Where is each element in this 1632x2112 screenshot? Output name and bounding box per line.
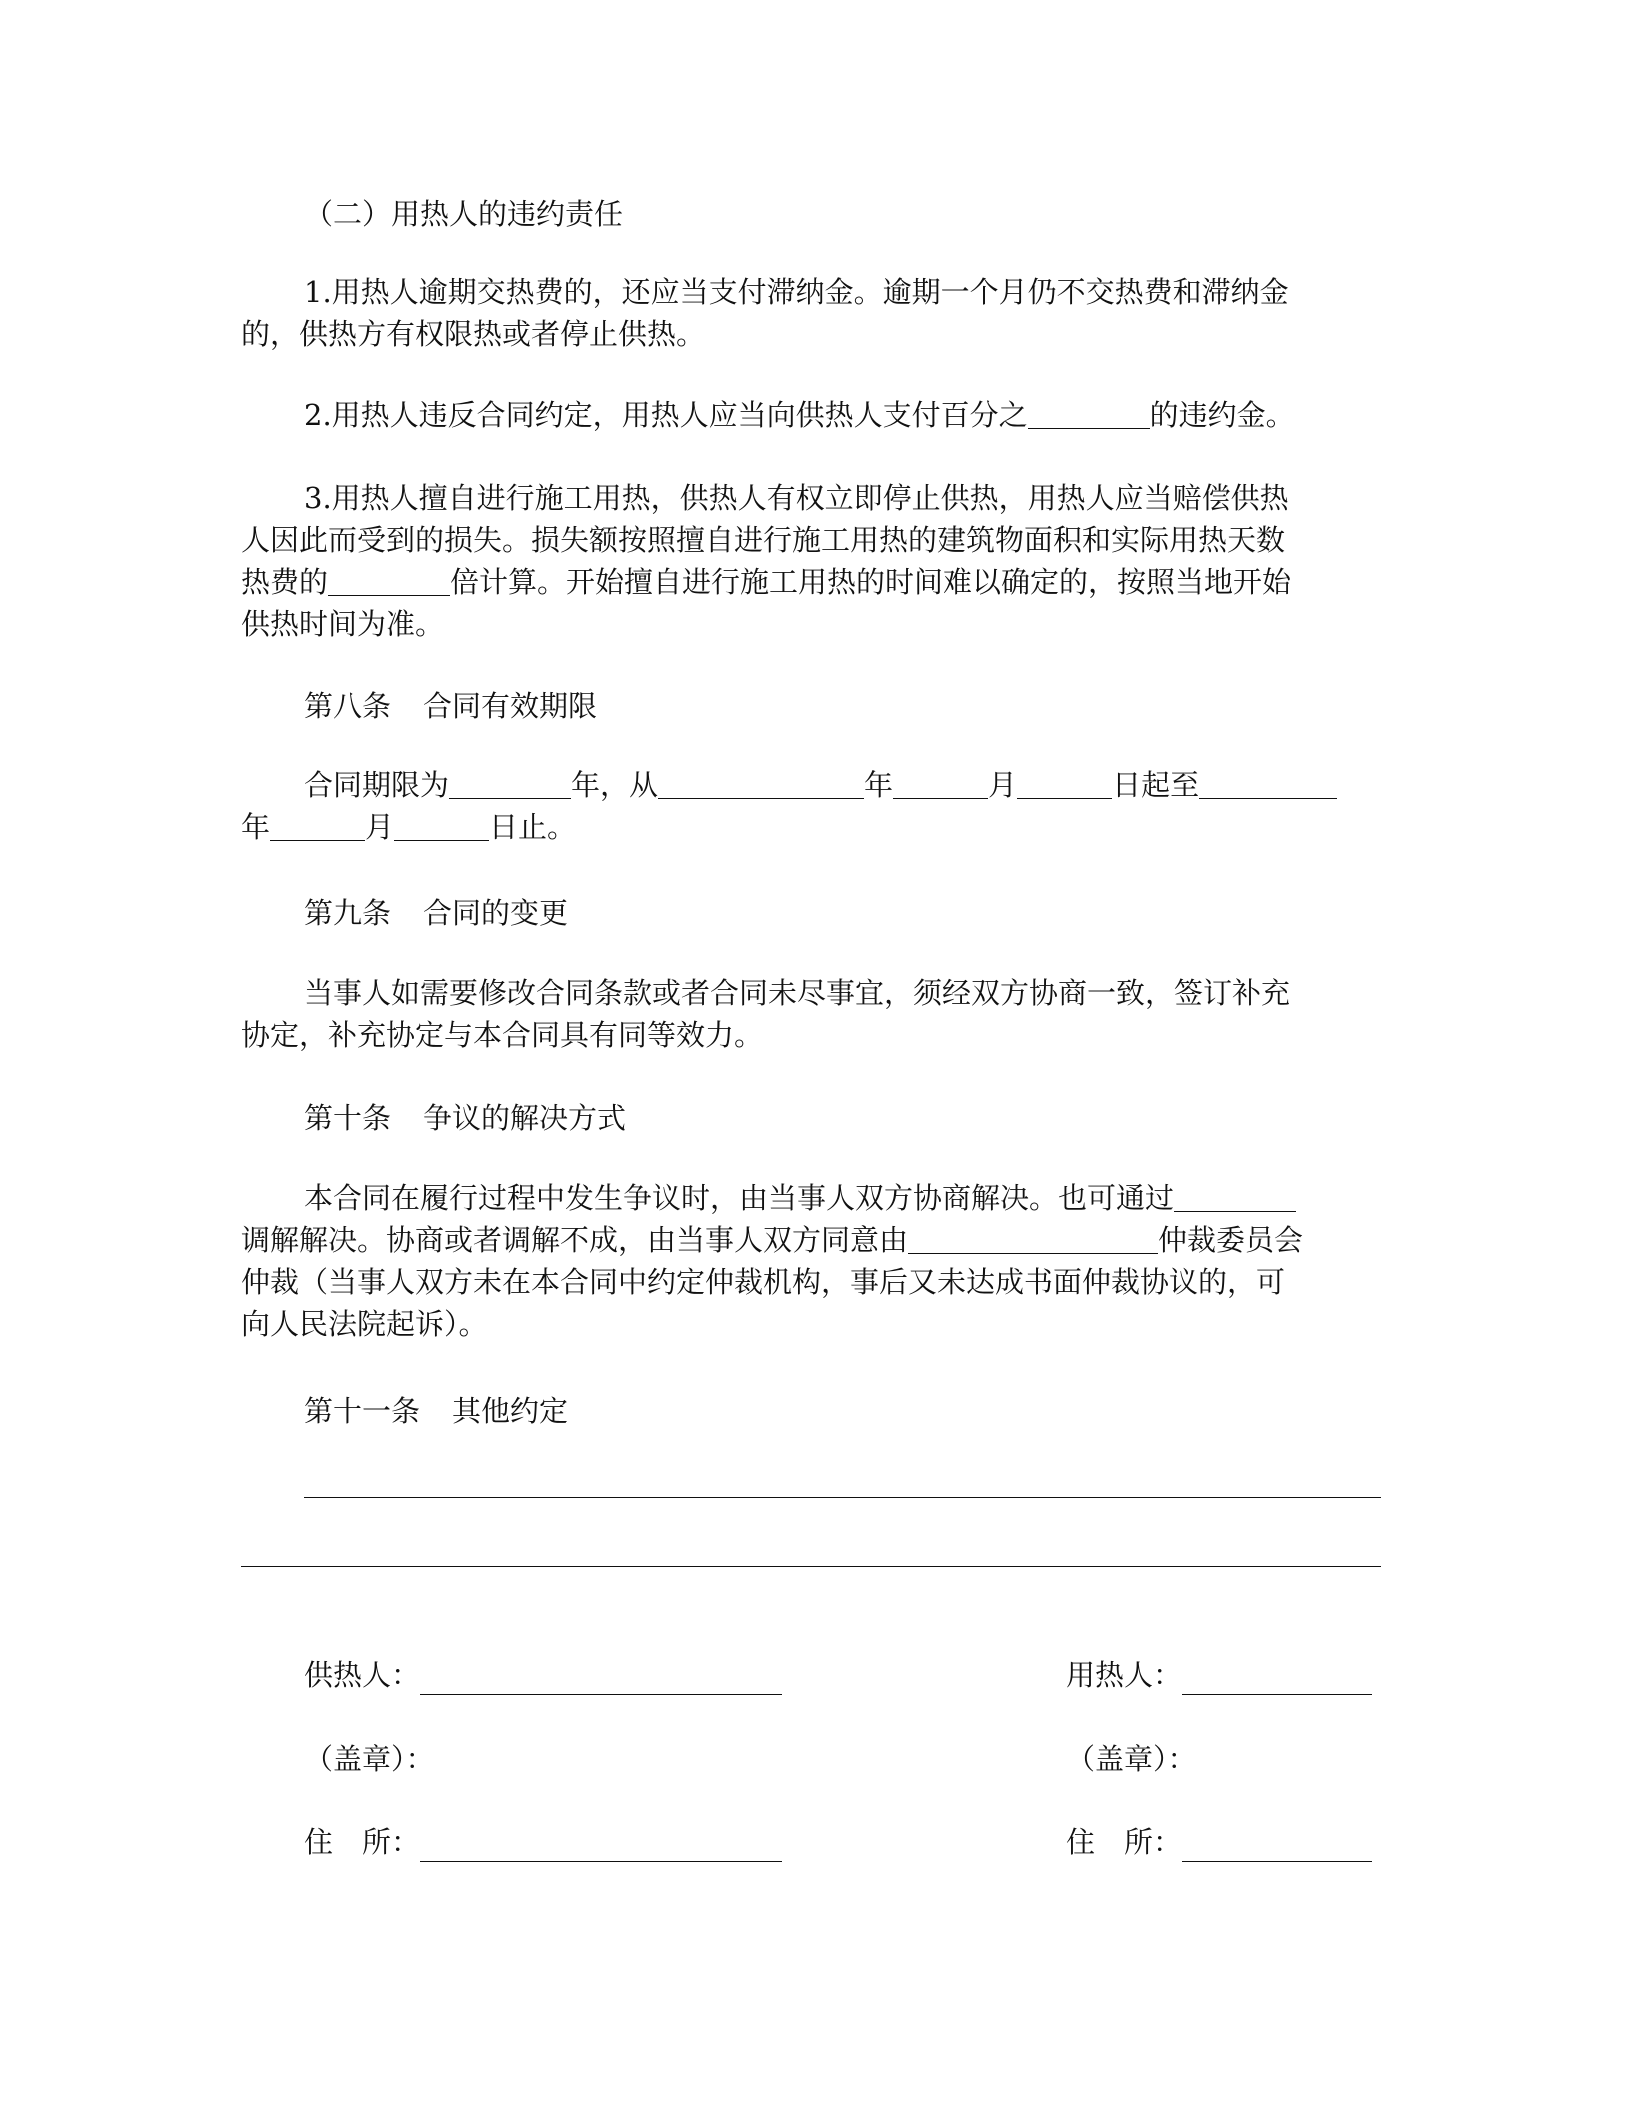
- article-11-heading: [304, 1389, 568, 1430]
- clause-text-line: 的，供热方有权限热或者停止供热。: [241, 317, 706, 351]
- user-signature-field[interactable]: [1182, 1664, 1372, 1695]
- clause-text-line: 当事人如需要修改合同条款或者合同未尽事宜，须经双方协商一致，签订补充: [304, 976, 1291, 1010]
- other-terms-blank-line[interactable]: [304, 1497, 1381, 1498]
- fill-blank-arbitration-commission[interactable]: [908, 1227, 1158, 1254]
- article-number: 第八条: [304, 689, 392, 723]
- article-number: 第十条: [304, 1101, 392, 1135]
- clause-text: 仲裁委员会: [1158, 1223, 1304, 1257]
- clause-penalty: [241, 394, 1381, 436]
- clause-text: 月: [988, 768, 1018, 802]
- article-title: 其他约定: [452, 1394, 569, 1428]
- clause-text-line: 1.用热人逾期交热费的，还应当支付滞纳金。逾期一个月仍不交热费和滞纳金: [304, 275, 1289, 309]
- clause-unauthorized-use: [241, 477, 1381, 645]
- clause-text: 年，从: [571, 768, 659, 802]
- supplier-seal-label: （盖章）：: [304, 1742, 435, 1776]
- fill-blank-start-month[interactable]: [893, 772, 988, 799]
- clause-dispute-resolution: [241, 1177, 1381, 1345]
- clause-text-line: 人因此而受到的损失。损失额按照擅自进行施工用热的建筑物面积和实际用热天数: [241, 523, 1286, 557]
- supplier-signature-field[interactable]: [420, 1664, 782, 1695]
- fill-blank-mediator[interactable]: [1174, 1185, 1296, 1212]
- article-number: 第九条: [304, 896, 392, 930]
- article-9-heading: [304, 891, 568, 932]
- fill-blank-end-year[interactable]: [1199, 772, 1337, 799]
- clause-text: 热费的: [241, 565, 329, 599]
- article-number: 第十一条: [304, 1394, 421, 1428]
- article-title: 合同的变更: [423, 896, 569, 930]
- clause-text: 月: [365, 810, 395, 844]
- clause-contract-term: [241, 764, 1381, 848]
- clause-text-line: 3.用热人擅自进行施工用热，供热人有权立即停止供热，用热人应当赔偿供热: [304, 481, 1289, 515]
- clause-text: 2.用热人违反合同约定，用热人应当向供热人支付百分之: [304, 398, 1028, 432]
- clause-text: 合同期限为: [304, 768, 450, 802]
- clause-text: 倍计算。开始擅自进行施工用热的时间难以确定的，按照当地开始: [450, 565, 1292, 599]
- clause-text-line: 仲裁（当事人双方未在本合同中约定仲裁机构，事后又未达成书面仲裁协议的，可: [241, 1265, 1286, 1299]
- fill-blank-end-day[interactable]: [394, 814, 489, 841]
- user-address-label: 住 所：: [1066, 1825, 1183, 1859]
- supplier-label: 供热人：: [304, 1658, 421, 1692]
- article-title: 争议的解决方式: [423, 1101, 627, 1135]
- supplier-address-label: 住 所：: [304, 1825, 421, 1859]
- user-address-row: [1066, 1820, 1372, 1862]
- clause-text: 本合同在履行过程中发生争议时，由当事人双方协商解决。也可通过: [304, 1181, 1175, 1215]
- clause-text: 调解解决。协商或者调解不成，由当事人双方同意由: [241, 1223, 909, 1257]
- supplier-address-row: [304, 1820, 782, 1862]
- article-title: 合同有效期限: [423, 689, 598, 723]
- article-10-heading: [304, 1096, 626, 1137]
- clause-text-line: 供热时间为准。: [241, 607, 445, 641]
- fill-blank-years[interactable]: [449, 772, 571, 799]
- clause-text-line: 向人民法院起诉）。: [241, 1307, 488, 1341]
- user-seal-label: （盖章）：: [1066, 1742, 1197, 1776]
- user-signature-row: [1066, 1653, 1372, 1695]
- fill-blank-start-day[interactable]: [1017, 772, 1112, 799]
- fill-blank-end-month[interactable]: [270, 814, 365, 841]
- supplier-address-field[interactable]: [420, 1831, 782, 1862]
- clause-text: 的违约金。: [1149, 398, 1295, 432]
- other-terms-blank-line[interactable]: [241, 1566, 1381, 1567]
- fill-blank-start-year[interactable]: [658, 772, 864, 799]
- supplier-signature-row: [304, 1653, 782, 1695]
- clause-amendment: [241, 972, 1381, 1056]
- fill-blank-percent[interactable]: [1028, 402, 1150, 429]
- clause-text: 日起至: [1112, 768, 1200, 802]
- user-address-field[interactable]: [1182, 1831, 1372, 1862]
- clause-text: 年: [241, 810, 271, 844]
- user-label: 用热人：: [1066, 1658, 1183, 1692]
- article-8-heading: [304, 684, 597, 725]
- clause-text: 年: [864, 768, 894, 802]
- section-title-user-liability: （二）用热人的违约责任: [304, 197, 624, 231]
- fill-blank-multiplier[interactable]: [328, 569, 450, 596]
- clause-late-payment: [241, 271, 1381, 355]
- clause-text: 日止。: [489, 810, 577, 844]
- clause-text-line: 协定，补充协定与本合同具有同等效力。: [241, 1018, 764, 1052]
